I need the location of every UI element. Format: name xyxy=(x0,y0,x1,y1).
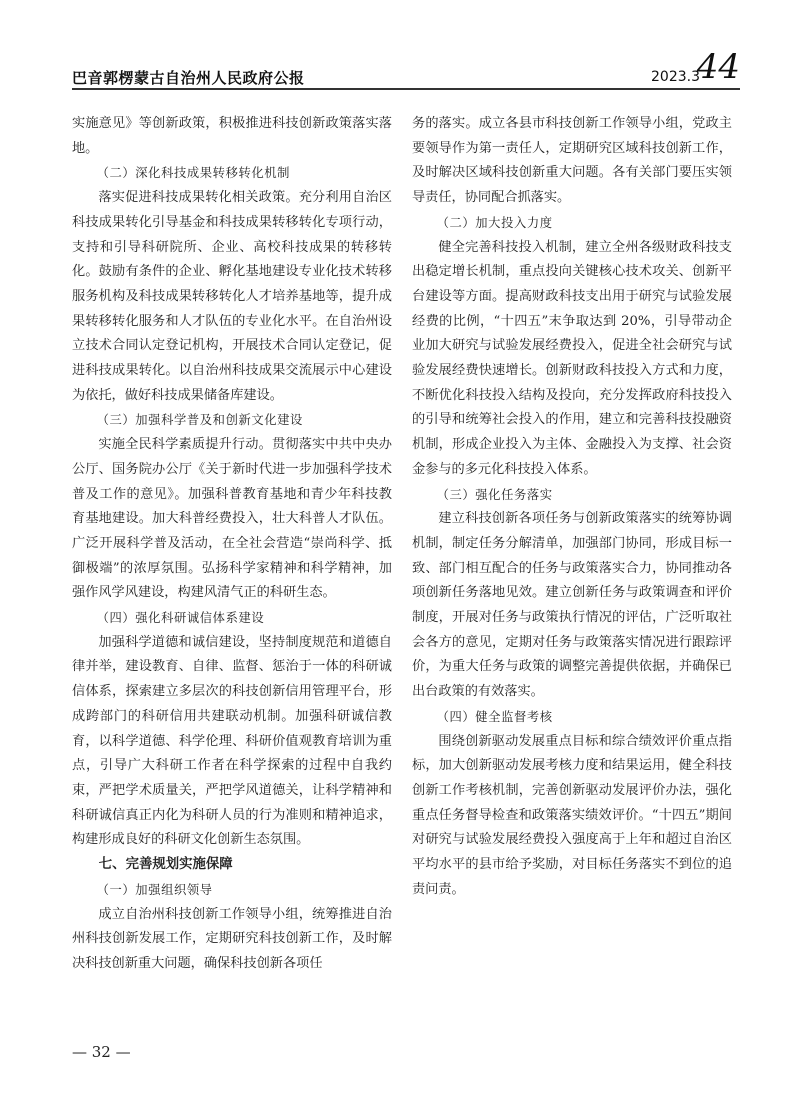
subsection-heading: （四）强化科研诚信体系建设 xyxy=(96,611,265,626)
subsection-heading: （三）加强科学普及和创新文化建设 xyxy=(96,413,303,428)
left-column xyxy=(72,112,392,977)
paragraph: 实施全民科学素质提升行动。贯彻落实中共中央办公厅、国务院办公厅《关于新时代进一步加强科学技术普及工作的意见》。加强科普教育基地和青少年科技教育基地建设。加大科普经费投入，壮大科普人才队伍。广泛开展科学普及活动，在全社会营造“崇尚科学、抵御极端”的浓厚氛围。弘扬科学家精神和科学精神，加强作风学风建设，构建风清气正的科研生态。 xyxy=(72,437,392,601)
paragraph: 健全完善科技投入机制，建立全州各级财政科技支出稳定增长机制，重点投向关键核心技术攻关、创新平台建设等方面。提高财政科技支出用于研究与试验发展经费的比例，“十四五”末争取达到 20%，引导带动企业加大研究与试验发展经费投入，促进全社会研究与试验发展经费快速增长。创新财政科技投入方式和力度，不断优化科技投入结构及投向，充分发挥政府科技投入的引导和统筹社会投入的作用，建立和完善科技投融资机制，形成企业投入为主体、金融投入为支撑、社会资金参与的多元化科技投入体系。 xyxy=(412,239,732,477)
subsection-heading: （三）强化任务落实 xyxy=(436,487,553,502)
paragraph: 成立自治州科技创新工作领导小组，统筹推进自治州科技创新发展工作，定期研究科技创新工作，及时解决科技创新重大问题，确保科技创新各项任 xyxy=(72,906,392,971)
paragraph: 实施意见》等创新政策，积极推进科技创新政策落实落地。 xyxy=(72,116,392,156)
issue-number: 44 xyxy=(696,47,740,87)
subsection-heading: （一）加强组织领导 xyxy=(96,882,213,897)
publication-title: 巴音郭楞蒙古自治州人民政府公报 xyxy=(72,69,305,87)
section-heading: 七、完善规划实施保障 xyxy=(98,857,233,873)
paragraph: 加强科学道德和诚信建设，坚持制度规范和道德自律并举，建设教育、自律、监督、惩治于一体的科研诚信体系，探索建立多层次的科技创新信用管理平台，形成跨部门的科研信用共建联动机制。加强科研诚信教育，以科学道德、科学伦理、科研价值观教育培训为重点，引导广大科研工作者在科学探索的过程中自我约束，严把学术质量关，严把学风道德关，让科学精神和科研诚信真正内化为科研人员的行为准则和精神追求，构建形成良好的科研文化创新生态氛围。 xyxy=(72,634,392,848)
page-footer-number: — 32 — xyxy=(72,1043,131,1061)
paragraph: 建立科技创新各项任务与创新政策落实的统筹协调机制，制定任务分解清单，加强部门协同，形成目标一致、部门相互配合的任务与政策落实合力，协同推动各项创新任务落地见效。建立创新任务与政策调查和评价制度，开展对任务与政策执行情况的评估，广泛听取社会各方的意见，定期对任务与政策落实情况进行跟踪评价，为重大任务与政策的调整完善提供依据，并确保已出台政策的有效落实。 xyxy=(412,511,732,700)
paragraph: 务的落实。成立各县市科技创新工作领导小组，党政主要领导作为第一责任人，定期研究区域科技创新工作，及时解决区域科技创新重大问题。各有关部门要压实领导责任，协同配合抓落实。 xyxy=(412,116,732,206)
header-divider xyxy=(72,88,740,90)
paragraph: 围绕创新驱动发展重点目标和综合绩效评价重点指标，加大创新驱动发展考核力度和结果运用，健全科技创新工作考核机制，完善创新驱动发展评价办法，强化重点任务督导检查和政策落实绩效评价。“十四五”期间对研究与试验发展经费投入强度高于上年和超过自治区平均水平的县市给予奖励，对目标任务落实不到位的追责问责。 xyxy=(412,733,732,897)
subsection-heading: （二）深化科技成果转移转化机制 xyxy=(96,166,291,181)
page-header xyxy=(72,47,740,87)
right-column xyxy=(412,112,732,903)
issue-label: 2023.3 xyxy=(651,69,700,85)
paragraph: 落实促进科技成果转化相关政策。充分利用自治区科技成果转化引导基金和科技成果转移转化专项行动，支持和引导科研院所、企业、高校科技成果的转移转化。鼓励有条件的企业、孵化基地建设专业化技术转移服务机构及科技成果转移转化人才培养基地等，提升成果转移转化服务和人才队伍的专业化水平。在自治州设立技术合同认定登记机构，开展技术合同认定登记，促进科技成果转化。以自治州科技成果交流展示中心建设为依托，做好科技成果储备库建设。 xyxy=(72,190,392,403)
subsection-heading: （四）健全监督考核 xyxy=(436,709,553,724)
subsection-heading: （二）加大投入力度 xyxy=(436,215,553,230)
